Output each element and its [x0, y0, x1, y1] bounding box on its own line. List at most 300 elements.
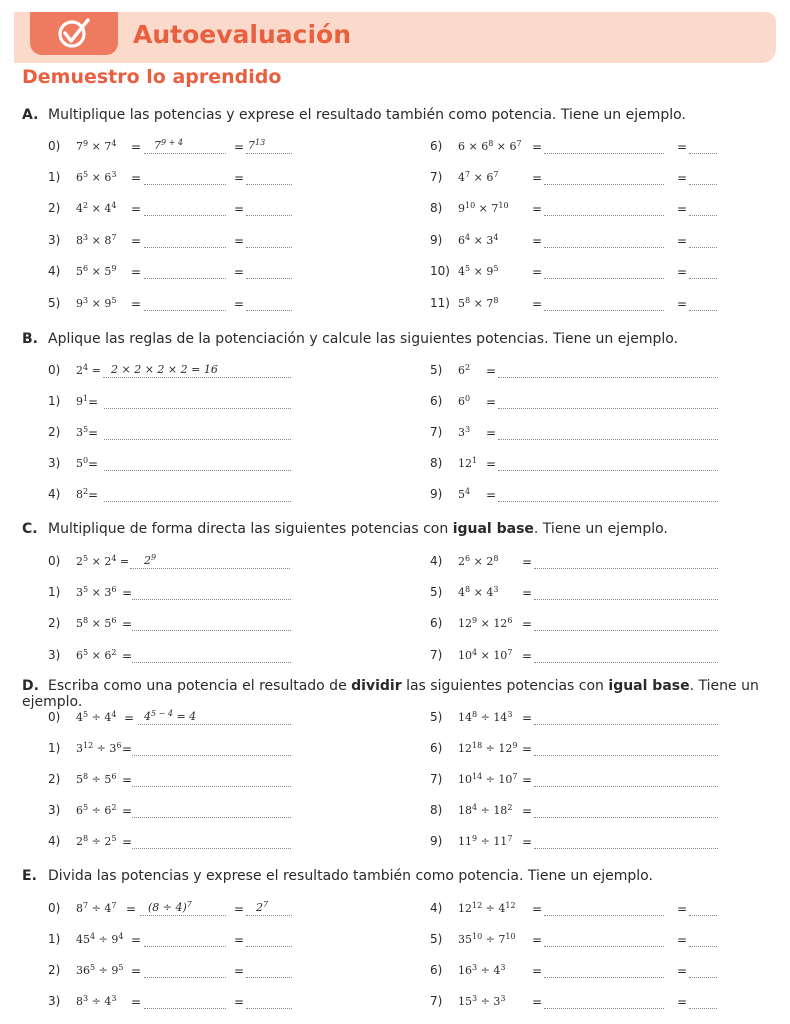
equals-sign: =	[532, 964, 543, 978]
exercise-row	[48, 454, 298, 472]
exercise-row	[430, 770, 722, 788]
exercise-row	[48, 992, 298, 1010]
answer-blank	[132, 772, 291, 787]
answer-blank	[544, 932, 664, 947]
answer-blank	[144, 170, 226, 185]
expression: $3^5 \times 3^6$	[76, 585, 117, 599]
expression: $12^{12} \div 4^{12}$	[458, 901, 516, 915]
equals-sign: =	[131, 171, 142, 185]
answer-blank	[144, 201, 226, 216]
item-number: 3)	[48, 648, 61, 662]
equals-sign: =	[522, 835, 533, 849]
answer-example: $4^{5 - 4} = 4$	[138, 710, 291, 725]
equals-sign: =	[234, 202, 245, 216]
answer-example: $2^7$	[246, 901, 292, 916]
expression: $2^5 \times 2^4$ =	[76, 554, 130, 568]
item-number: 4)	[48, 264, 61, 278]
answer-blank	[689, 201, 717, 216]
exercise-row	[430, 294, 722, 312]
check-circle-icon	[56, 17, 92, 50]
answer-blank	[534, 772, 718, 787]
expression: $8^3 \times 8^7$	[76, 233, 117, 247]
item-number: 6)	[430, 741, 443, 755]
exercise-row	[48, 899, 298, 917]
answer-example: $(8 \div 4)^7$	[140, 901, 226, 916]
header-banner	[14, 12, 776, 63]
answer-blank	[689, 296, 717, 311]
equals-sign: =	[522, 649, 533, 663]
expression: $4^2 \times 4^4$	[76, 201, 117, 215]
item-number: 2)	[48, 772, 61, 786]
item-number: 3)	[48, 994, 61, 1008]
equals-sign: =	[131, 995, 142, 1009]
equals-sign: =	[677, 140, 688, 154]
expression: $3^5$	[76, 425, 89, 439]
expression: $8^7 \div 4^7$	[76, 901, 117, 915]
item-number: 7)	[430, 994, 443, 1008]
item-number: 0)	[48, 710, 61, 724]
answer-blank	[534, 803, 718, 818]
item-number: 6)	[430, 616, 443, 630]
item-number: 1)	[48, 932, 61, 946]
answer-blank	[534, 741, 718, 756]
answer-blank	[144, 233, 226, 248]
equals-sign: =	[131, 933, 142, 947]
equals-sign: =	[122, 649, 133, 663]
answer-blank	[246, 932, 292, 947]
item-number: 4)	[48, 834, 61, 848]
exercise-row	[430, 485, 722, 503]
exercise-row	[48, 137, 298, 155]
equals-sign: =	[234, 140, 245, 154]
answer-blank	[689, 264, 717, 279]
exercise-row	[430, 454, 722, 472]
equals-sign: =	[677, 171, 688, 185]
exercise-row	[430, 231, 722, 249]
expression: $8^3 \div 4^3$	[76, 994, 117, 1008]
exercise-row	[430, 899, 722, 917]
section-c-heading	[22, 521, 668, 537]
exercise-row	[48, 614, 298, 632]
equals-sign: =	[126, 902, 137, 916]
exercise-row	[48, 930, 298, 948]
answer-blank	[132, 648, 291, 663]
expression: $2^4$ =	[76, 363, 101, 377]
section-bold: igual base	[608, 678, 690, 694]
answer-blank	[144, 296, 226, 311]
equals-sign: =	[122, 773, 133, 787]
expression: $10^{14} \div 10^7$	[458, 772, 518, 786]
expression: $3^{12} \div 3^6$	[76, 741, 122, 755]
section-text: Escriba como una potencia el resultado de	[48, 678, 352, 694]
answer-blank	[104, 456, 291, 471]
exercise-row	[48, 770, 298, 788]
exercise-row	[48, 583, 298, 601]
equals-sign: =	[131, 202, 142, 216]
equals-sign: =	[234, 933, 245, 947]
answer-blank	[689, 963, 717, 978]
item-number: 5)	[430, 585, 443, 599]
answer-blank	[498, 456, 718, 471]
exercise-row	[430, 992, 722, 1010]
equals-sign: =	[486, 395, 497, 409]
equals-sign: =	[522, 586, 533, 600]
answer-blank	[534, 834, 718, 849]
equals-sign: =	[234, 171, 245, 185]
section-bold: dividir	[351, 678, 402, 694]
equals-sign: =	[122, 617, 133, 631]
exercise-row	[430, 801, 722, 819]
expression: $12^{18} \div 12^9$	[458, 741, 518, 755]
exercise-row	[430, 199, 722, 217]
equals-sign: =	[486, 364, 497, 378]
equals-sign: =	[532, 933, 543, 947]
item-number: 5)	[430, 363, 443, 377]
equals-sign: =	[532, 297, 543, 311]
equals-sign: =	[486, 488, 497, 502]
exercise-row	[48, 392, 298, 410]
answer-blank	[144, 932, 226, 947]
equals-sign: =	[522, 711, 533, 725]
answer-blank	[544, 170, 664, 185]
exercise-row	[430, 646, 722, 664]
item-number: 8)	[430, 803, 443, 817]
expression: $35^{10} \div 7^{10}$	[458, 932, 516, 946]
expression: $4^5 \times 9^5$	[458, 264, 499, 278]
answer-example: $7^{13}$	[246, 139, 292, 154]
answer-blank	[246, 201, 292, 216]
answer-blank	[544, 296, 664, 311]
answer-blank	[689, 932, 717, 947]
answer-blank	[689, 994, 717, 1009]
exercise-row	[48, 485, 298, 503]
answer-blank	[498, 363, 718, 378]
equals-sign: =	[234, 964, 245, 978]
item-number: 0)	[48, 139, 61, 153]
section-text: las siguientes potencias con	[401, 678, 609, 694]
answer-blank	[544, 963, 664, 978]
item-number: 2)	[48, 425, 61, 439]
expression: $5^8 \div 5^6$	[76, 772, 117, 786]
expression: $7^9 \times 7^4$	[76, 139, 117, 153]
expression: $6^2$	[458, 363, 471, 377]
expression: $15^3 \div 3^3$	[458, 994, 506, 1008]
answer-blank	[132, 616, 291, 631]
exercise-row	[430, 930, 722, 948]
item-number: 6)	[430, 394, 443, 408]
answer-blank	[144, 963, 226, 978]
equals-sign: =	[124, 711, 135, 725]
expression: $5^0$	[76, 456, 89, 470]
equals-sign: =	[122, 804, 133, 818]
header-badge	[30, 12, 118, 55]
answer-blank	[104, 487, 291, 502]
answer-blank	[498, 394, 718, 409]
exercise-row	[48, 294, 298, 312]
equals-sign: =	[532, 902, 543, 916]
expression: $4^8 \times 4^3$	[458, 585, 499, 599]
item-number: 2)	[48, 616, 61, 630]
section-d-heading	[22, 678, 790, 710]
expression: $5^8 \times 7^8$	[458, 296, 499, 310]
section-e-heading	[22, 868, 653, 884]
equals-sign: =	[131, 297, 142, 311]
exercise-row	[48, 552, 298, 570]
answer-blank	[246, 233, 292, 248]
item-number: 1)	[48, 394, 61, 408]
answer-blank	[544, 233, 664, 248]
answer-blank	[689, 901, 717, 916]
item-number: 4)	[48, 487, 61, 501]
equals-sign: =	[677, 202, 688, 216]
item-number: 9)	[430, 487, 443, 501]
exercise-row	[48, 423, 298, 441]
answer-blank	[246, 994, 292, 1009]
equals-sign: =	[234, 234, 245, 248]
exercise-row	[430, 961, 722, 979]
item-number: 6)	[430, 963, 443, 977]
expression: $6^0$	[458, 394, 471, 408]
equals-sign: =	[234, 902, 245, 916]
answer-blank	[246, 264, 292, 279]
item-number: 9)	[430, 233, 443, 247]
expression: $12^1$	[458, 456, 478, 470]
item-number: 0)	[48, 554, 61, 568]
expression: $36^5 \div 9^5$	[76, 963, 124, 977]
answer-blank	[246, 963, 292, 978]
answer-blank	[534, 554, 718, 569]
equals-sign: =	[486, 426, 497, 440]
item-number: 5)	[430, 710, 443, 724]
item-number: 0)	[48, 363, 61, 377]
expression: $6^4 \times 3^4$	[458, 233, 499, 247]
expression: $9^{10} \times 7^{10}$	[458, 201, 509, 215]
equals-sign: =	[677, 234, 688, 248]
expression: $6^5 \div 6^2$	[76, 803, 117, 817]
answer-blank	[104, 425, 291, 440]
expression: $3^3$	[458, 425, 471, 439]
equals-sign: =	[532, 140, 543, 154]
section-text: Multiplique las potencias y exprese el resultado también como potencia. Tiene un ejemplo.	[48, 107, 686, 123]
expression: $6 \times 6^8 \times 6^7$	[458, 139, 522, 153]
equals-sign: =	[122, 586, 133, 600]
exercise-row	[48, 961, 298, 979]
exercise-row	[430, 552, 722, 570]
answer-blank	[144, 264, 226, 279]
equals-sign: =	[131, 964, 142, 978]
exercise-row	[430, 423, 722, 441]
expression: $5^8 \times 5^6$	[76, 616, 117, 630]
answer-blank	[544, 201, 664, 216]
item-number: 7)	[430, 772, 443, 786]
section-letter: D.	[22, 678, 39, 694]
answer-blank	[498, 487, 718, 502]
expression: $16^3 \div 4^3$	[458, 963, 506, 977]
answer-blank	[544, 139, 664, 154]
expression: $6^5 \times 6^3$	[76, 170, 117, 184]
expression: $5^4$	[458, 487, 471, 501]
exercise-row	[430, 361, 722, 379]
equals-sign: =	[234, 297, 245, 311]
exercise-row	[48, 199, 298, 217]
answer-blank	[689, 233, 717, 248]
answer-blank	[534, 710, 718, 725]
expression: $45^4 \div 9^4$	[76, 932, 124, 946]
section-a-heading	[22, 107, 686, 123]
answer-example: $2^9$	[130, 554, 290, 569]
item-number: 8)	[430, 456, 443, 470]
equals-sign: =	[677, 902, 688, 916]
item-number: 4)	[430, 554, 443, 568]
section-letter: A.	[22, 107, 39, 123]
item-number: 3)	[48, 803, 61, 817]
expression: $9^1$	[76, 394, 89, 408]
exercise-row	[48, 262, 298, 280]
equals-sign: =	[522, 773, 533, 787]
exercise-row	[48, 801, 298, 819]
exercise-row	[430, 137, 722, 155]
answer-blank	[689, 139, 717, 154]
section-text: Aplique las reglas de la potenciación y calcule las siguientes potencias. Tiene un ejemplo.	[48, 331, 679, 347]
exercise-row	[48, 739, 298, 757]
section-letter: B.	[22, 331, 38, 347]
equals-sign: =	[522, 555, 533, 569]
exercise-row	[430, 614, 722, 632]
item-number: 1)	[48, 585, 61, 599]
equals-sign: =	[532, 171, 543, 185]
item-number: 7)	[430, 425, 443, 439]
equals-sign: =	[532, 202, 543, 216]
exercise-row	[430, 708, 722, 726]
item-number: 2)	[48, 963, 61, 977]
expression: $8^2$	[76, 487, 89, 501]
exercise-row	[48, 168, 298, 186]
item-number: 1)	[48, 741, 61, 755]
expression: $4^5 \div 4^4$	[76, 710, 117, 724]
equals-sign: =	[532, 995, 543, 1009]
expression: $9^3 \times 9^5$	[76, 296, 117, 310]
answer-blank	[544, 901, 664, 916]
item-number: 7)	[430, 648, 443, 662]
equals-sign: =	[234, 265, 245, 279]
equals-sign: =	[522, 804, 533, 818]
expression: $12^9 \times 12^6$	[458, 616, 513, 630]
exercise-row	[48, 832, 298, 850]
item-number: 6)	[430, 139, 443, 153]
item-number: 11)	[430, 296, 450, 310]
answer-blank	[534, 648, 718, 663]
answer-example: $7^{9 + 4}$	[144, 139, 226, 154]
exercise-row	[48, 361, 298, 379]
equals-sign: =	[122, 835, 133, 849]
answer-blank	[246, 170, 292, 185]
section-text: Multiplique de forma directa las siguientes potencias con	[48, 521, 453, 537]
section-text: . Tiene un ejemplo.	[22, 678, 759, 710]
exercise-row	[430, 392, 722, 410]
equals-sign: =	[677, 995, 688, 1009]
page-subtitle: Demuestro lo aprendido	[22, 66, 282, 88]
answer-blank	[534, 585, 718, 600]
page-title: Autoevaluación	[133, 20, 351, 49]
equals-sign: =	[532, 234, 543, 248]
exercise-row	[48, 708, 298, 726]
item-number: 3)	[48, 456, 61, 470]
equals-sign: =	[88, 426, 99, 440]
section-text: . Tiene un ejemplo.	[533, 521, 668, 537]
answer-blank	[544, 264, 664, 279]
equals-sign: =	[88, 488, 99, 502]
expression: $2^8 \div 2^5$	[76, 834, 117, 848]
equals-sign: =	[131, 140, 142, 154]
answer-example: 2 × 2 × 2 × 2 = 16	[103, 363, 291, 378]
item-number: 8)	[430, 201, 443, 215]
expression: $4^7 \times 6^7$	[458, 170, 499, 184]
section-bold: igual base	[452, 521, 534, 537]
exercise-row	[430, 832, 722, 850]
expression: $14^8 \div 14^3$	[458, 710, 513, 724]
item-number: 3)	[48, 233, 61, 247]
section-letter: C.	[22, 521, 38, 537]
item-number: 5)	[430, 932, 443, 946]
answer-blank	[132, 803, 291, 818]
equals-sign: =	[88, 457, 99, 471]
equals-sign: =	[677, 933, 688, 947]
section-text: Divida las potencias y exprese el resultado también como potencia. Tiene un ejemplo.	[48, 868, 653, 884]
answer-blank	[144, 994, 226, 1009]
answer-blank	[246, 296, 292, 311]
section-b-heading	[22, 331, 678, 347]
expression: $2^6 \times 2^8$	[458, 554, 499, 568]
expression: $6^5 \times 6^2$	[76, 648, 117, 662]
item-number: 9)	[430, 834, 443, 848]
equals-sign: =	[131, 234, 142, 248]
equals-sign: =	[486, 457, 497, 471]
equals-sign: =	[522, 742, 533, 756]
equals-sign: =	[88, 395, 99, 409]
item-number: 0)	[48, 901, 61, 915]
expression: $18^4 \div 18^2$	[458, 803, 513, 817]
answer-blank	[132, 741, 291, 756]
item-number: 1)	[48, 170, 61, 184]
equals-sign: =	[122, 742, 133, 756]
exercise-row	[48, 231, 298, 249]
equals-sign: =	[532, 265, 543, 279]
exercise-row	[430, 739, 722, 757]
item-number: 7)	[430, 170, 443, 184]
exercise-row	[430, 168, 722, 186]
answer-blank	[544, 994, 664, 1009]
equals-sign: =	[522, 617, 533, 631]
item-number: 4)	[430, 901, 443, 915]
expression: $5^6 \times 5^9$	[76, 264, 117, 278]
answer-blank	[104, 394, 291, 409]
equals-sign: =	[131, 265, 142, 279]
section-letter: E.	[22, 868, 37, 884]
answer-blank	[534, 616, 718, 631]
exercise-row	[430, 262, 722, 280]
equals-sign: =	[677, 964, 688, 978]
equals-sign: =	[677, 265, 688, 279]
equals-sign: =	[677, 297, 688, 311]
item-number: 10)	[430, 264, 450, 278]
answer-blank	[132, 585, 291, 600]
answer-blank	[498, 425, 718, 440]
equals-sign: =	[234, 995, 245, 1009]
exercise-row	[48, 646, 298, 664]
item-number: 5)	[48, 296, 61, 310]
expression: $11^9 \div 11^7$	[458, 834, 513, 848]
item-number: 2)	[48, 201, 61, 215]
